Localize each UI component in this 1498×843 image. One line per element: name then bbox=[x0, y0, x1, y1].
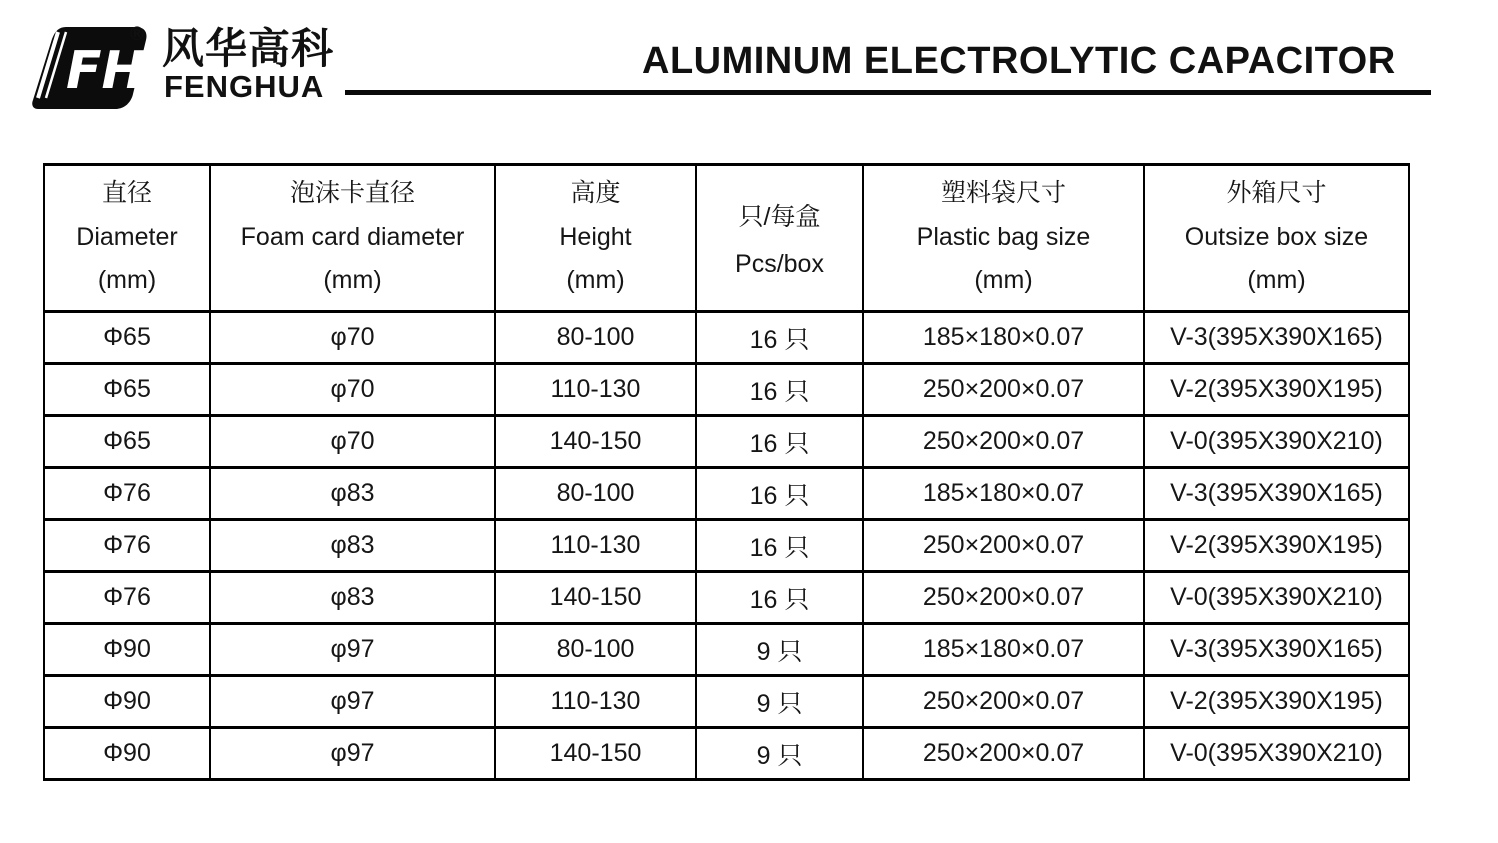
cell-outsize-box-size: V-2(395X390X195) bbox=[1144, 520, 1409, 572]
table-row bbox=[44, 676, 1409, 728]
table-row bbox=[44, 416, 1409, 468]
table-row bbox=[44, 520, 1409, 572]
header-en: Diameter bbox=[76, 222, 178, 251]
cell-plastic-bag-size: 250×200×0.07 bbox=[863, 572, 1144, 624]
cell-height: 80-100 bbox=[495, 624, 696, 676]
cell-plastic-bag-size: 185×180×0.07 bbox=[863, 624, 1144, 676]
page-title: ALUMINUM ELECTROLYTIC CAPACITOR bbox=[642, 40, 1396, 82]
column-header-outsize-box-size bbox=[1144, 165, 1409, 312]
cell-foam-card-diameter: φ70 bbox=[210, 416, 495, 468]
cell-diameter: Φ90 bbox=[44, 676, 210, 728]
cell-height: 140-150 bbox=[495, 416, 696, 468]
cell-height: 80-100 bbox=[495, 312, 696, 364]
cell-plastic-bag-size: 250×200×0.07 bbox=[863, 728, 1144, 780]
cell-diameter: Φ76 bbox=[44, 520, 210, 572]
cell-diameter: Φ90 bbox=[44, 728, 210, 780]
cell-plastic-bag-size: 185×180×0.07 bbox=[863, 468, 1144, 520]
table-row bbox=[44, 624, 1409, 676]
cell-diameter: Φ76 bbox=[44, 468, 210, 520]
cell-foam-card-diameter: φ70 bbox=[210, 312, 495, 364]
cell-height: 110-130 bbox=[495, 364, 696, 416]
cell-outsize-box-size: V-0(395X390X210) bbox=[1144, 728, 1409, 780]
cell-pcs-per-box: 16 只 bbox=[696, 416, 863, 468]
title-underline bbox=[345, 90, 1431, 95]
column-header-pcs-per-box bbox=[696, 165, 863, 312]
header-unit: (mm) bbox=[974, 266, 1033, 294]
cell-diameter: Φ65 bbox=[44, 312, 210, 364]
cell-outsize-box-size: V-3(395X390X165) bbox=[1144, 312, 1409, 364]
cell-height: 140-150 bbox=[495, 572, 696, 624]
cell-foam-card-diameter: φ97 bbox=[210, 676, 495, 728]
cell-pcs-per-box: 9 只 bbox=[696, 624, 863, 676]
brand-name-chinese: 风华高科 bbox=[162, 25, 335, 72]
cell-foam-card-diameter: φ97 bbox=[210, 624, 495, 676]
header-en: Foam card diameter bbox=[240, 222, 465, 251]
cell-pcs-per-box: 16 只 bbox=[696, 572, 863, 624]
header-unit: (mm) bbox=[323, 266, 382, 294]
registered-trademark-icon: ® bbox=[130, 24, 144, 45]
cell-plastic-bag-size: 250×200×0.07 bbox=[863, 416, 1144, 468]
cell-foam-card-diameter: φ83 bbox=[210, 520, 495, 572]
table-header-row bbox=[44, 165, 1409, 312]
cell-diameter: Φ76 bbox=[44, 572, 210, 624]
cell-height: 80-100 bbox=[495, 468, 696, 520]
cell-pcs-per-box: 9 只 bbox=[696, 676, 863, 728]
header-cn: 塑料袋尺寸 bbox=[940, 179, 1066, 207]
packaging-table bbox=[43, 163, 1410, 781]
table-row bbox=[44, 468, 1409, 520]
cell-diameter: Φ65 bbox=[44, 416, 210, 468]
cell-foam-card-diameter: φ97 bbox=[210, 728, 495, 780]
cell-pcs-per-box: 16 只 bbox=[696, 468, 863, 520]
cell-foam-card-diameter: φ83 bbox=[210, 572, 495, 624]
table-row bbox=[44, 364, 1409, 416]
cell-height: 110-130 bbox=[495, 676, 696, 728]
cell-plastic-bag-size: 250×200×0.07 bbox=[863, 520, 1144, 572]
header-cn: 只/每盒 bbox=[738, 203, 821, 231]
table-row bbox=[44, 728, 1409, 780]
cell-plastic-bag-size: 250×200×0.07 bbox=[863, 676, 1144, 728]
header-en: Plastic bag size bbox=[916, 222, 1091, 251]
cell-pcs-per-box: 16 只 bbox=[696, 364, 863, 416]
column-header-foam-card-diameter bbox=[210, 165, 495, 312]
table-row bbox=[44, 312, 1409, 364]
cell-foam-card-diameter: φ70 bbox=[210, 364, 495, 416]
header-en: Height bbox=[559, 222, 632, 251]
table-row bbox=[44, 572, 1409, 624]
svg-text:FH: FH bbox=[66, 41, 146, 101]
header-cn: 外箱尺寸 bbox=[1226, 179, 1327, 207]
cell-outsize-box-size: V-0(395X390X210) bbox=[1144, 416, 1409, 468]
column-header-diameter bbox=[44, 165, 210, 312]
cell-foam-card-diameter: φ83 bbox=[210, 468, 495, 520]
brand-name-english: FENGHUA bbox=[164, 69, 325, 104]
cell-outsize-box-size: V-3(395X390X165) bbox=[1144, 624, 1409, 676]
cell-outsize-box-size: V-2(395X390X195) bbox=[1144, 676, 1409, 728]
header-cn: 直径 bbox=[101, 179, 152, 207]
header-unit: (mm) bbox=[566, 266, 625, 294]
cell-pcs-per-box: 16 只 bbox=[696, 520, 863, 572]
column-header-plastic-bag-size bbox=[863, 165, 1144, 312]
cell-pcs-per-box: 16 只 bbox=[696, 312, 863, 364]
cell-plastic-bag-size: 185×180×0.07 bbox=[863, 312, 1144, 364]
header-unit: (mm) bbox=[1247, 266, 1306, 294]
cell-plastic-bag-size: 250×200×0.07 bbox=[863, 364, 1144, 416]
cell-outsize-box-size: V-3(395X390X165) bbox=[1144, 468, 1409, 520]
table-header bbox=[44, 165, 1409, 312]
cell-height: 140-150 bbox=[495, 728, 696, 780]
cell-outsize-box-size: V-0(395X390X210) bbox=[1144, 572, 1409, 624]
cell-outsize-box-size: V-2(395X390X195) bbox=[1144, 364, 1409, 416]
table-body bbox=[44, 312, 1409, 780]
header-unit: (mm) bbox=[97, 266, 157, 294]
header-cn: 泡沫卡直径 bbox=[289, 179, 415, 207]
cell-diameter: Φ90 bbox=[44, 624, 210, 676]
header-cn: 高度 bbox=[570, 179, 621, 207]
column-header-height bbox=[495, 165, 696, 312]
cell-height: 110-130 bbox=[495, 520, 696, 572]
header-en: Outsize box size bbox=[1184, 222, 1369, 251]
header-en: Pcs/box bbox=[735, 250, 824, 278]
cell-pcs-per-box: 9 只 bbox=[696, 728, 863, 780]
cell-diameter: Φ65 bbox=[44, 364, 210, 416]
